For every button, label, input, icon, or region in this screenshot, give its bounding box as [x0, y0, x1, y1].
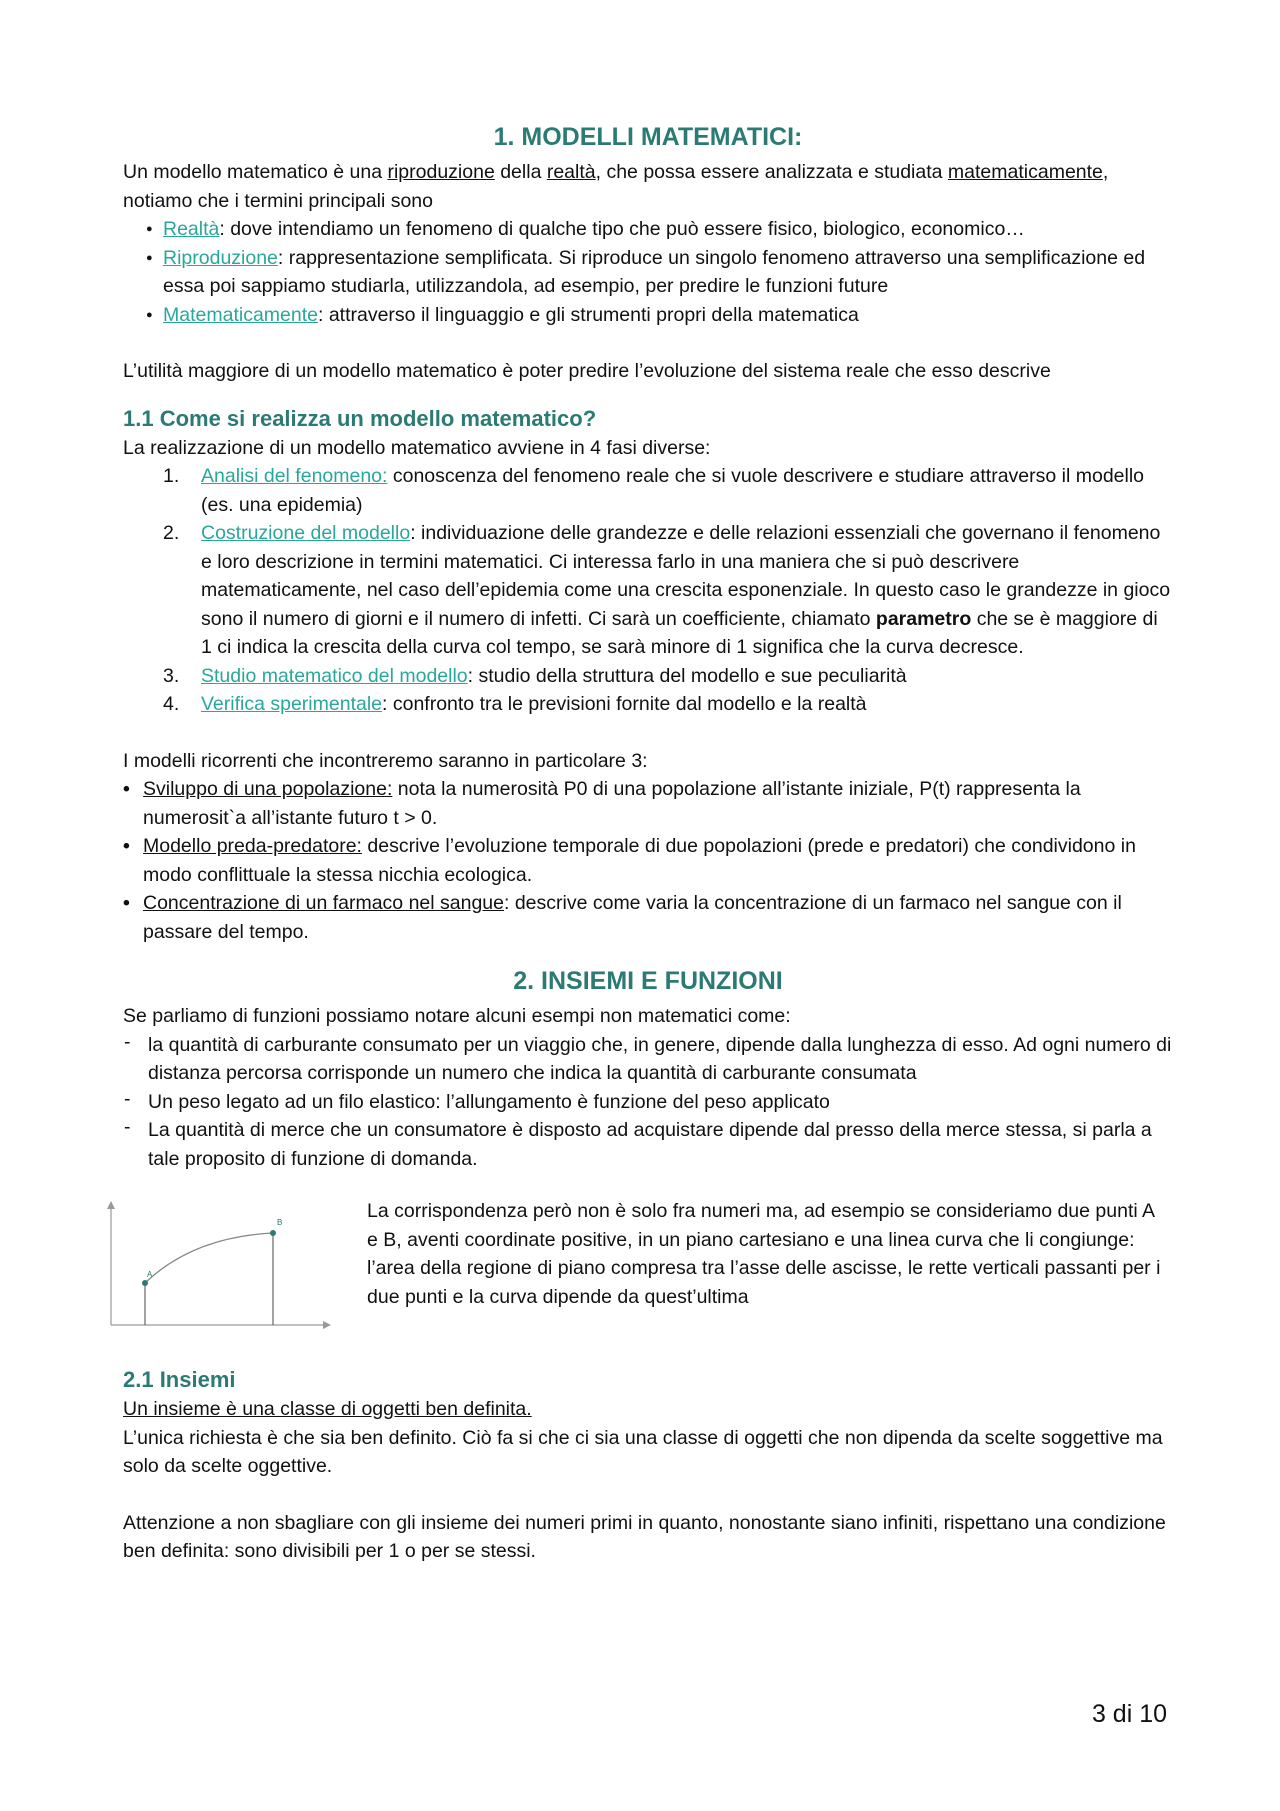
list-item: [163, 690, 1173, 719]
set-definition: Un insieme è una classe di oggetti ben definita.: [123, 1398, 532, 1420]
list-item: [163, 215, 1173, 244]
paragraph: Attenzione a non sbagliare con gli insieme dei numeri primi in quanto, nonostante siano infiniti, rispettano una condizione ben definita: sono divisibili per 1 o per se stessi.: [123, 1511, 1166, 1562]
term-link[interactable]: Realtà: [163, 218, 220, 240]
model-term: Sviluppo di una popolazione:: [143, 778, 393, 800]
step-link[interactable]: Costruzione del modello: [201, 522, 411, 544]
list-item: [124, 1087, 1173, 1117]
section-1-title: 1. MODELLI MATEMATICI:: [493, 123, 803, 151]
area-under-curve-graph: [103, 1197, 333, 1337]
example-text: Un peso legato ad un filo elastico: l’allungamento è funzione del peso applicato: [148, 1090, 830, 1113]
intro-term-realta: realtà: [546, 161, 596, 183]
curve: [145, 1233, 273, 1283]
step-link[interactable]: Studio matematico del modello: [201, 664, 468, 687]
steps-list: [123, 462, 1173, 719]
page-content: [123, 120, 1173, 1566]
bold-term-parametro: parametro: [875, 607, 972, 630]
section-1-1-title: 1.1 Come si realizza un modello matematico?: [123, 405, 597, 431]
step-description: : individuazione delle grandezze e delle relazioni essenziali che governano il fenomeno e loro descrizione in termini matematici. Ci interessa farlo in una maniera che si può descrivere matematicamente, nel caso dell’epidemia come una crescita esponenziale. In questo caso le grandezze in gioco sono il numero di giorni e il numero di infetti. Ci sarà un coefficiente, chiamato: [201, 522, 1171, 630]
dash-mark: -: [124, 1116, 131, 1138]
intro-term-riproduzione: riproduzione: [387, 161, 495, 183]
term-description: : attraverso il linguaggio e gli strumenti propri della matematica: [317, 303, 859, 326]
section-2-1-title: 2.1 Insiemi: [123, 1367, 236, 1392]
point-a: [142, 1280, 148, 1286]
examples-list: [123, 1031, 1173, 1174]
term-description: : rappresentazione semplificata. Si riproduce un singolo fenomeno attraverso una semplificazione ed essa poi sappiamo studiarla, utilizzandola, ad esempio, per predire le funzioni future: [163, 246, 1146, 297]
list-item: [163, 662, 1173, 691]
models-list: [123, 775, 1173, 946]
point-b: [270, 1230, 276, 1236]
dash-mark: -: [124, 1030, 131, 1053]
figure-row: [123, 1197, 1173, 1347]
step-number: 1.: [163, 465, 180, 487]
example-text: la quantità di carburante consumato per un viaggio che, in genere, dipende dalla lunghezza di esso. Ad ogni numero di distanza percorsa corrisponde un numero che indica la quantità di carburante consumata: [148, 1033, 1172, 1084]
section-2-title: 2. INSIEMI E FUNZIONI: [513, 967, 783, 995]
step-number: 2.: [163, 522, 180, 544]
list-item: [163, 462, 1173, 519]
bullet-mark: •: [123, 835, 130, 857]
section-1-intro: [123, 158, 1173, 215]
label-b: B: [277, 1218, 283, 1227]
bullet-mark: •: [123, 892, 130, 914]
list-item: [124, 1116, 1173, 1173]
models-intro: I modelli ricorrenti che incontreremo saranno in particolare 3:: [123, 749, 648, 772]
paragraph: L’unica richiesta è che sia ben definito. Ciò fa si che ci sia una classe di oggetti che non dipenda da scelte soggettive ma solo da scelte oggettive.: [123, 1426, 1163, 1477]
list-item: [123, 775, 1173, 832]
step-description: : confronto tra le previsioni fornite dal modello e la realtà: [382, 693, 867, 715]
y-axis-arrow: [107, 1201, 115, 1209]
utility-paragraph: L’utilità maggiore di un modello matematico è poter predire l’evoluzione del sistema reale che esso descrive: [123, 360, 1051, 382]
term-description: : dove intendiamo un fenomeno di qualche tipo che può essere fisico, biologico, economico…: [219, 218, 1025, 240]
step-link[interactable]: Verifica sperimentale: [201, 693, 383, 715]
list-item: [123, 832, 1173, 889]
list-item: [163, 244, 1173, 301]
term-link[interactable]: Matematicamente: [163, 303, 318, 326]
step-link[interactable]: Analisi del fenomeno:: [201, 465, 388, 487]
label-a: A: [147, 1270, 153, 1279]
section-1-1-intro: La realizzazione di un modello matematico avviene in 4 fasi diverse:: [123, 436, 711, 459]
list-item: [163, 519, 1173, 662]
intro-text: Un modello matematico è una: [123, 161, 388, 183]
bullet-mark: •: [123, 778, 130, 800]
step-description: conoscenza del fenomeno reale che si vuole descrivere e studiare attraverso il modello (es. una epidemia): [201, 465, 1145, 516]
list-item: [123, 889, 1173, 946]
intro-text: della: [494, 161, 547, 183]
model-term: Concentrazione di un farmaco nel sangue: [143, 892, 504, 914]
intro-text: , notiamo che i termini principali sono: [123, 161, 1109, 212]
model-description: nota la numerosità P0 di una popolazione all’istante iniziale, P(t) rappresenta la numerosit`a all’istante futuro t > 0.: [143, 778, 1081, 829]
step-number: 4.: [163, 693, 180, 715]
step-description: : studio della struttura del modello e sue peculiarità: [467, 664, 907, 687]
figure-description: La corrispondenza però non è solo fra numeri ma, ad esempio se consideriamo due punti A e B, aventi coordinate positive, in un piano cartesiano e una linea curva che li congiunge: l’area della regione di piano compresa tra l’asse delle ascisse, le rette verticali passanti per i due punti e la curva dipende da quest’ultima: [367, 1200, 1161, 1308]
x-axis-arrow: [323, 1321, 331, 1329]
intro-term-matematicamente: matematicamente: [947, 161, 1103, 183]
example-text: La quantità di merce che un consumatore è disposto ad acquistare dipende dal presso della merce stessa, si parla a tale proposito di funzione di domanda.: [148, 1119, 1152, 1170]
intro-text: , che possa essere analizzata e studiata: [595, 161, 948, 183]
dash-mark: -: [124, 1087, 131, 1110]
model-description: descrive l’evoluzione temporale di due popolazioni (prede e predatori) che condividono in modo conflittuale la stessa nicchia ecologica.: [143, 835, 1136, 886]
section-2-intro: Se parliamo di funzioni possiamo notare alcuni esempi non matematici come:: [123, 1005, 791, 1027]
step-number: 3.: [163, 664, 180, 687]
list-item: [124, 1030, 1173, 1088]
terms-list: [123, 215, 1173, 329]
page-number: 3 di 10: [1091, 1700, 1167, 1728]
term-link[interactable]: Riproduzione: [163, 246, 278, 269]
model-term: Modello preda-predatore:: [143, 835, 362, 857]
list-item: [163, 301, 1173, 330]
model-description: : descrive come varia la concentrazione di un farmaco nel sangue con il passare del tempo.: [143, 892, 1122, 943]
step-description: che se è maggiore di 1 ci indica la crescita della curva col tempo, se sarà minore di 1 significa che la curva decresce.: [201, 607, 1158, 658]
